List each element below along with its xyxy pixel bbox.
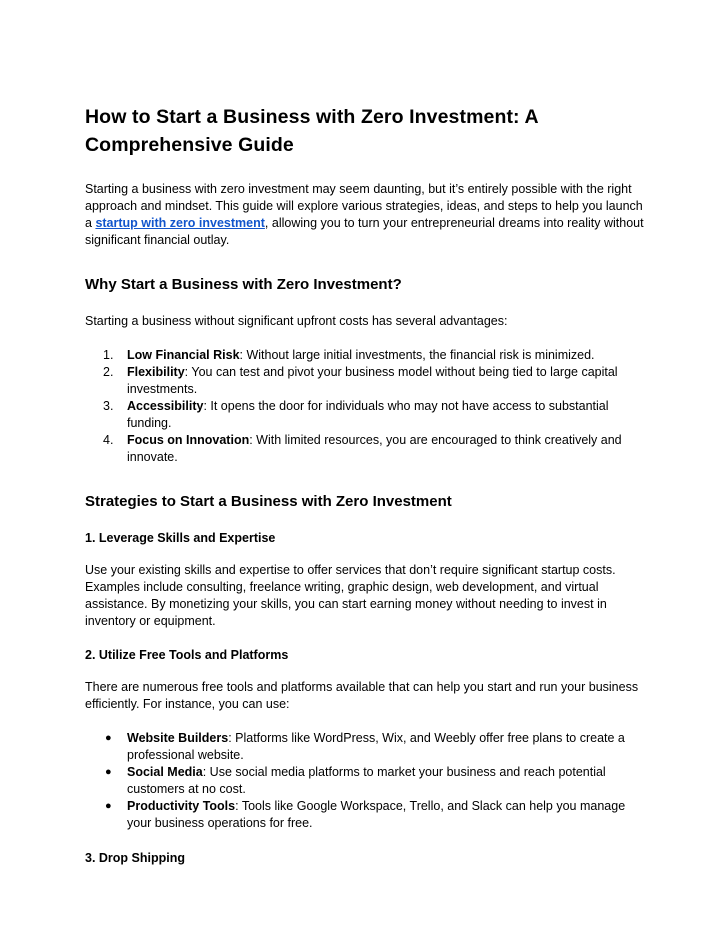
item-term: Focus on Innovation <box>127 433 250 447</box>
intro-text-after: , allowing you to turn your entrepreneurial dreams into reality without significant financial outlay. <box>85 216 644 247</box>
item-term: Productivity Tools <box>127 799 236 813</box>
strategy-3-heading: 3. Drop Shipping <box>85 851 185 865</box>
item-term: Accessibility <box>127 399 204 413</box>
why-lead: Starting a business without significant upfront costs has several advantages: <box>85 314 508 328</box>
item-term: Social Media <box>127 765 203 779</box>
advantages-list <box>85 347 645 466</box>
list-number: 4. <box>103 433 114 447</box>
bullet-icon: ● <box>105 766 112 778</box>
list-item <box>85 364 645 398</box>
strategy-2-heading: 2. Utilize Free Tools and Platforms <box>85 648 289 662</box>
startup-link[interactable]: startup with zero investment <box>95 216 265 230</box>
strategy-1-text: Use your existing skills and expertise to offer services that don’t require significant startup costs. Examples include consulting, freelance writing, graphic design, web development, and virtual assistance. By monetizing your skills, you can start earning money without needing to invest in inventory or equipment. <box>85 563 616 628</box>
list-number: 2. <box>103 365 114 379</box>
list-item <box>85 398 645 432</box>
item-desc: : Platforms like WordPress, Wix, and Weebly offer free plans to create a professional website. <box>127 731 625 762</box>
list-item <box>85 347 645 364</box>
free-tools-list <box>85 730 645 832</box>
item-desc: : With limited resources, you are encouraged to think creatively and innovate. <box>127 433 622 464</box>
bullet-icon: ● <box>105 800 112 812</box>
item-desc: : Use social media platforms to market your business and reach potential customers at no cost. <box>127 765 606 796</box>
item-term: Website Builders <box>127 731 229 745</box>
item-term: Flexibility <box>127 365 185 379</box>
list-item <box>85 730 645 764</box>
list-item <box>85 432 645 466</box>
list-item <box>85 764 645 798</box>
item-desc: : You can test and pivot your business model without being tied to large capital investments. <box>127 365 618 396</box>
item-desc: : Tools like Google Workspace, Trello, and Slack can help you manage your business operations for free. <box>127 799 626 830</box>
intro-paragraph <box>85 181 645 249</box>
strategies-heading: Strategies to Start a Business with Zero Investment <box>85 493 452 510</box>
intro-text-before: Starting a business with zero investment may seem daunting, but it’s entirely possible with the right approach and mindset. This guide will explore various strategies, ideas, and steps to help you launch a <box>85 182 643 230</box>
document-title: How to Start a Business with Zero Investment: A Comprehensive Guide <box>85 106 538 156</box>
item-desc: : It opens the door for individuals who may not have access to substantial funding. <box>127 399 609 430</box>
list-number: 3. <box>103 399 114 413</box>
list-item <box>85 798 645 832</box>
list-number: 1. <box>103 348 114 362</box>
document-body <box>85 103 645 882</box>
why-heading: Why Start a Business with Zero Investment? <box>85 276 402 293</box>
bullet-icon: ● <box>105 732 112 744</box>
strategy-1-heading: 1. Leverage Skills and Expertise <box>85 531 276 545</box>
item-term: Low Financial Risk <box>127 348 240 362</box>
strategy-2-text: There are numerous free tools and platforms available that can help you start and run your business efficiently. For instance, you can use: <box>85 680 639 711</box>
item-desc: : Without large initial investments, the financial risk is minimized. <box>239 348 595 362</box>
